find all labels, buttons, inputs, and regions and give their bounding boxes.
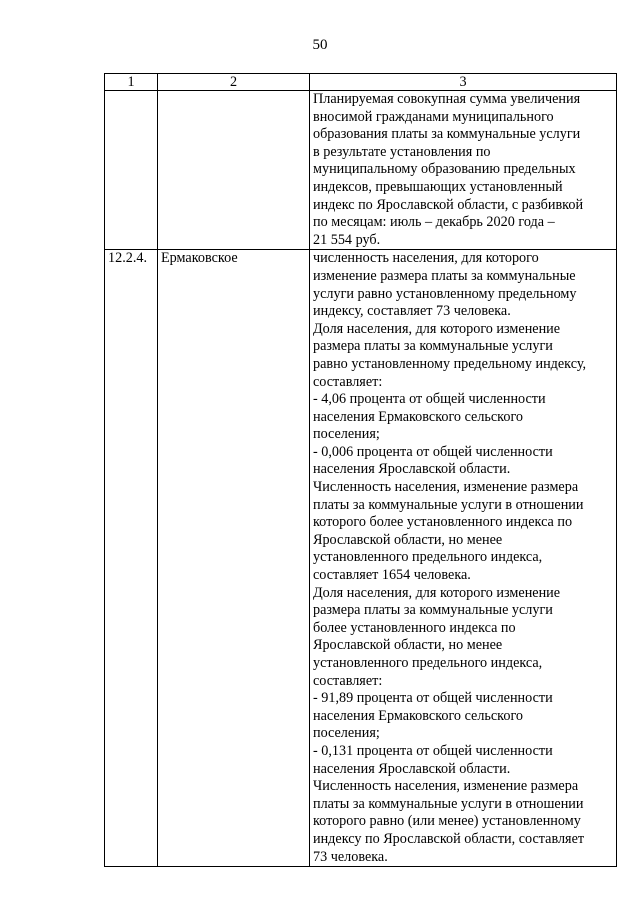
text-line: равно установленному предельному индексу, [313, 355, 587, 372]
text-line: 21 554 руб. [313, 231, 381, 248]
text-line: населения Ермаковского сельского [313, 707, 524, 724]
text-line: населения Ярославской области. [313, 461, 511, 478]
text-line: населения Ермаковского сельского [313, 408, 524, 425]
text-line: численность населения, для которого [313, 250, 539, 267]
text-line: которого более установленного индекса по [313, 514, 573, 531]
text-line: установленного предельного индекса, [313, 655, 543, 671]
description-cell [310, 91, 617, 250]
text-line: - 0,131 процента от общей численности [313, 742, 553, 759]
text-line: Доля населения, для которого изменение [313, 320, 561, 337]
text-line: услуги равно установленному предельному [313, 285, 577, 302]
text-line: составляет: [313, 373, 383, 390]
text-line: индексу по Ярославской области, составляет [313, 830, 585, 847]
text-line: населения Ярославской области. [313, 760, 511, 777]
table-header-row [105, 74, 617, 91]
text-line: составляет: [313, 672, 383, 689]
text-line: Ярославской области, но менее [313, 531, 503, 548]
text-line: - 0,006 процента от общей численности [313, 443, 553, 460]
text-line: муниципальному образованию предельных [313, 161, 576, 178]
header-cell-3: 3 [310, 74, 617, 91]
text-line: которого равно (или менее) установленному [313, 813, 581, 830]
municipality-name-cell: Ермаковское [158, 250, 310, 867]
text-line: Доля населения, для которого изменение [313, 584, 561, 601]
text-line: в результате установления по [313, 143, 491, 160]
text-line: размера платы за коммунальные услуги [313, 338, 553, 355]
text-line: размера платы за коммунальные услуги [313, 602, 553, 619]
text-line: индексу, составляет 73 человека. [313, 303, 511, 320]
text-line: более установленного индекса по [313, 619, 516, 636]
text-line: Ярославской области, но менее [313, 637, 503, 654]
text-line: Численность населения, изменение размера [313, 479, 579, 496]
text-line: вносимой гражданами муниципального [313, 108, 554, 125]
text-line: 73 человека. [313, 848, 388, 865]
text-line: Численность населения, изменение размера [313, 778, 579, 795]
description-cell [310, 250, 617, 867]
text-line: платы за коммунальные услуги в отношении [313, 496, 584, 513]
row-number-cell [105, 91, 158, 250]
text-line: индекс по Ярославской области, с разбивкой [313, 196, 584, 213]
text-line: Планируемая совокупная сумма увеличения [313, 91, 581, 107]
text-line: - 91,89 процента от общей численности [313, 690, 553, 707]
text-line: установленного предельного индекса, [313, 549, 543, 566]
text-line: поселения; [313, 725, 380, 742]
text-line: составляет 1654 человека. [313, 567, 471, 584]
text-line: по месяцам: июль – декабрь 2020 года – [313, 214, 555, 231]
header-cell-1: 1 [105, 74, 158, 91]
header-cell-2: 2 [158, 74, 310, 91]
table-row-continuation [105, 91, 617, 250]
row-number-cell: 12.2.4. [105, 250, 158, 867]
text-line: образования платы за коммунальные услуги [313, 126, 581, 143]
text-line: индексов, превышающих установленный [313, 178, 563, 195]
text-line: изменение размера платы за коммунальные [313, 267, 576, 284]
data-table [104, 73, 617, 867]
text-line: поселения; [313, 426, 380, 443]
municipality-name-cell [158, 91, 310, 250]
table-row [105, 250, 617, 867]
text-line: - 4,06 процента от общей численности [313, 391, 546, 408]
text-line: платы за коммунальные услуги в отношении [313, 795, 584, 812]
page-number: 50 [312, 37, 328, 53]
